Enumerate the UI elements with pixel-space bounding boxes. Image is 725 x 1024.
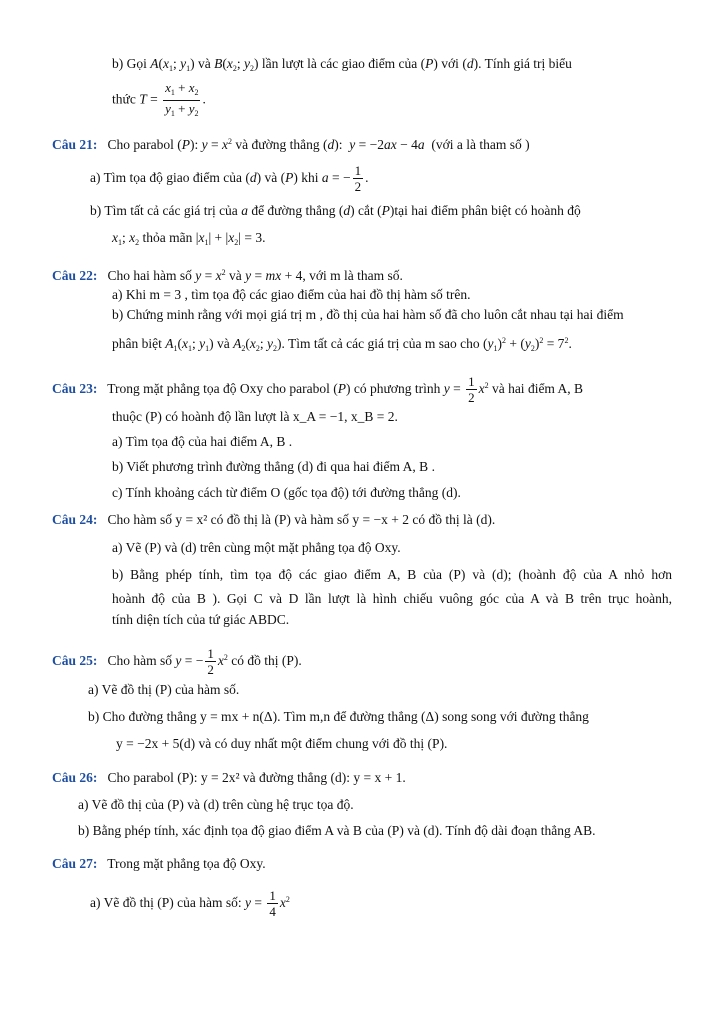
- q25-label: Câu 25:: [52, 653, 98, 668]
- q22-part-b: b) Chứng minh rằng với mọi giá trị m , đồ thị của hai hàm số đã cho luôn cắt nhau tại hai điểm: [112, 307, 624, 322]
- q20b-label: b) Gọi: [112, 56, 147, 71]
- q22-label: Câu 22:: [52, 268, 98, 283]
- q27-label: Câu 27:: [52, 856, 98, 871]
- q24-part-b-line3: tính diện tích của tứ giác ABDC.: [112, 612, 290, 627]
- q24-part-b-line2: hoành độ của B ). Gọi C và D lần lượt là hình chiếu vuông góc của A và B trên trục hoành,: [112, 591, 672, 606]
- q20-fraction: $\frac{x_1 + x_2}{y_1 + y_2}$: [165, 80, 199, 118]
- q21-condition: $x_1$; $x_2$ thỏa mãn $|x_1| + |x_2| = 3$.: [112, 230, 266, 247]
- q27-part-a: a) Vẽ đồ thị (P) của hàm số: y = $\frac{1}{4}$ $x^2$: [90, 888, 290, 920]
- q23-label: Câu 23:: [52, 381, 98, 396]
- q20-part-b: b) Gọi $A(x_1$; $y_1$) và $B(x_2$; $y_2$) lần lượt là các giao điểm của (P) với (d). Tính giá trị biểu: [112, 56, 572, 73]
- q21-header: Câu 21: Cho parabol (P): $y = x^2$ và đường thẳng (d): y = −2ax − 4a (với a là tham số ): [52, 137, 530, 152]
- q25-part-a: a) Vẽ đồ thị (P) của hàm số.: [88, 682, 240, 697]
- q24-label: Câu 24:: [52, 512, 98, 527]
- q26-label: Câu 26:: [52, 770, 98, 785]
- q24-part-b-line1: b) Bằng phép tính, tìm tọa độ các giao điểm A, B của (P) và (d); (hoành độ của A nhỏ hơn: [112, 567, 672, 582]
- q23-part-c: c) Tính khoảng cách từ điểm O (gốc tọa độ) tới đường thẳng (d).: [112, 485, 461, 500]
- q25-part-b-cont: y = −2x + 5(d) và có duy nhất một điểm chung với đồ thị (P).: [116, 736, 448, 751]
- q20-expression: thức T = $\frac{x_1 + x_2}{y_1 + y_2}$ .: [112, 80, 206, 121]
- q24-header: Câu 24: Cho hàm số y = x² có đồ thị là (P) và hàm số y = −x + 2 có đồ thị là (d).: [52, 512, 496, 527]
- q23-header: Câu 23: Trong mặt phẳng tọa độ Oxy cho parabol (P) có phương trình y = $\frac{1}{2}$ $x^2$ và hai điểm A, B: [52, 374, 584, 406]
- q22-header: Câu 22: Cho hai hàm số $y = x^2$ và y = mx + 4, với m là tham số.: [52, 268, 403, 283]
- q23-part-b: b) Viết phương trình đường thẳng (d) đi qua hai điểm A, B .: [112, 459, 435, 474]
- q26-part-b: b) Bằng phép tính, xác định tọa độ giao điểm A và B của (P) và (d). Tính độ dài đoạn thẳng AB.: [78, 823, 596, 838]
- q25-header: Câu 25: Cho hàm số y = − $\frac{1}{2}$ $x^2$ có đồ thị (P).: [52, 646, 302, 678]
- q22-part-a: a) Khi m = 3 , tìm tọa độ các giao điểm của hai đồ thị hàm số trên.: [112, 287, 471, 302]
- q24-part-a: a) Vẽ (P) và (d) trên cùng một mặt phẳng tọa độ Oxy.: [112, 540, 401, 555]
- q25-part-b: b) Cho đường thẳng y = mx + n(Δ). Tìm m,n để đường thẳng (Δ) song song với đường thẳng: [88, 709, 589, 724]
- q22-part-b-cont: phân biệt $A_1(x_1$; $y_1$) và $A_2(x_2$; $y_2$). Tìm tất cả các giá trị của m sao cho $(y_1)^2 + (y_2)^2 = 7^2$.: [112, 336, 572, 353]
- q26-part-a: a) Vẽ đồ thị của (P) và (d) trên cùng hệ trục tọa độ.: [78, 797, 354, 812]
- q27-header: Câu 27: Trong mặt phẳng tọa độ Oxy.: [52, 856, 266, 871]
- q21-part-a: a) Tìm tọa độ giao điểm của (d) và (P) khi a = − $\frac{1}{2}$ .: [90, 163, 369, 195]
- q23-line2: thuộc (P) có hoành độ lần lượt là x_A = −1, x_B = 2.: [112, 409, 398, 424]
- q21-label: Câu 21:: [52, 137, 98, 152]
- q26-header: Câu 26: Cho parabol (P): y = 2x² và đường thẳng (d): y = x + 1.: [52, 770, 406, 785]
- q21-part-b: b) Tìm tất cả các giá trị của a để đường thẳng (d) cắt (P)tại hai điểm phân biệt có hoành độ: [90, 203, 581, 218]
- q23-part-a: a) Tìm tọa độ của hai điểm A, B .: [112, 434, 293, 449]
